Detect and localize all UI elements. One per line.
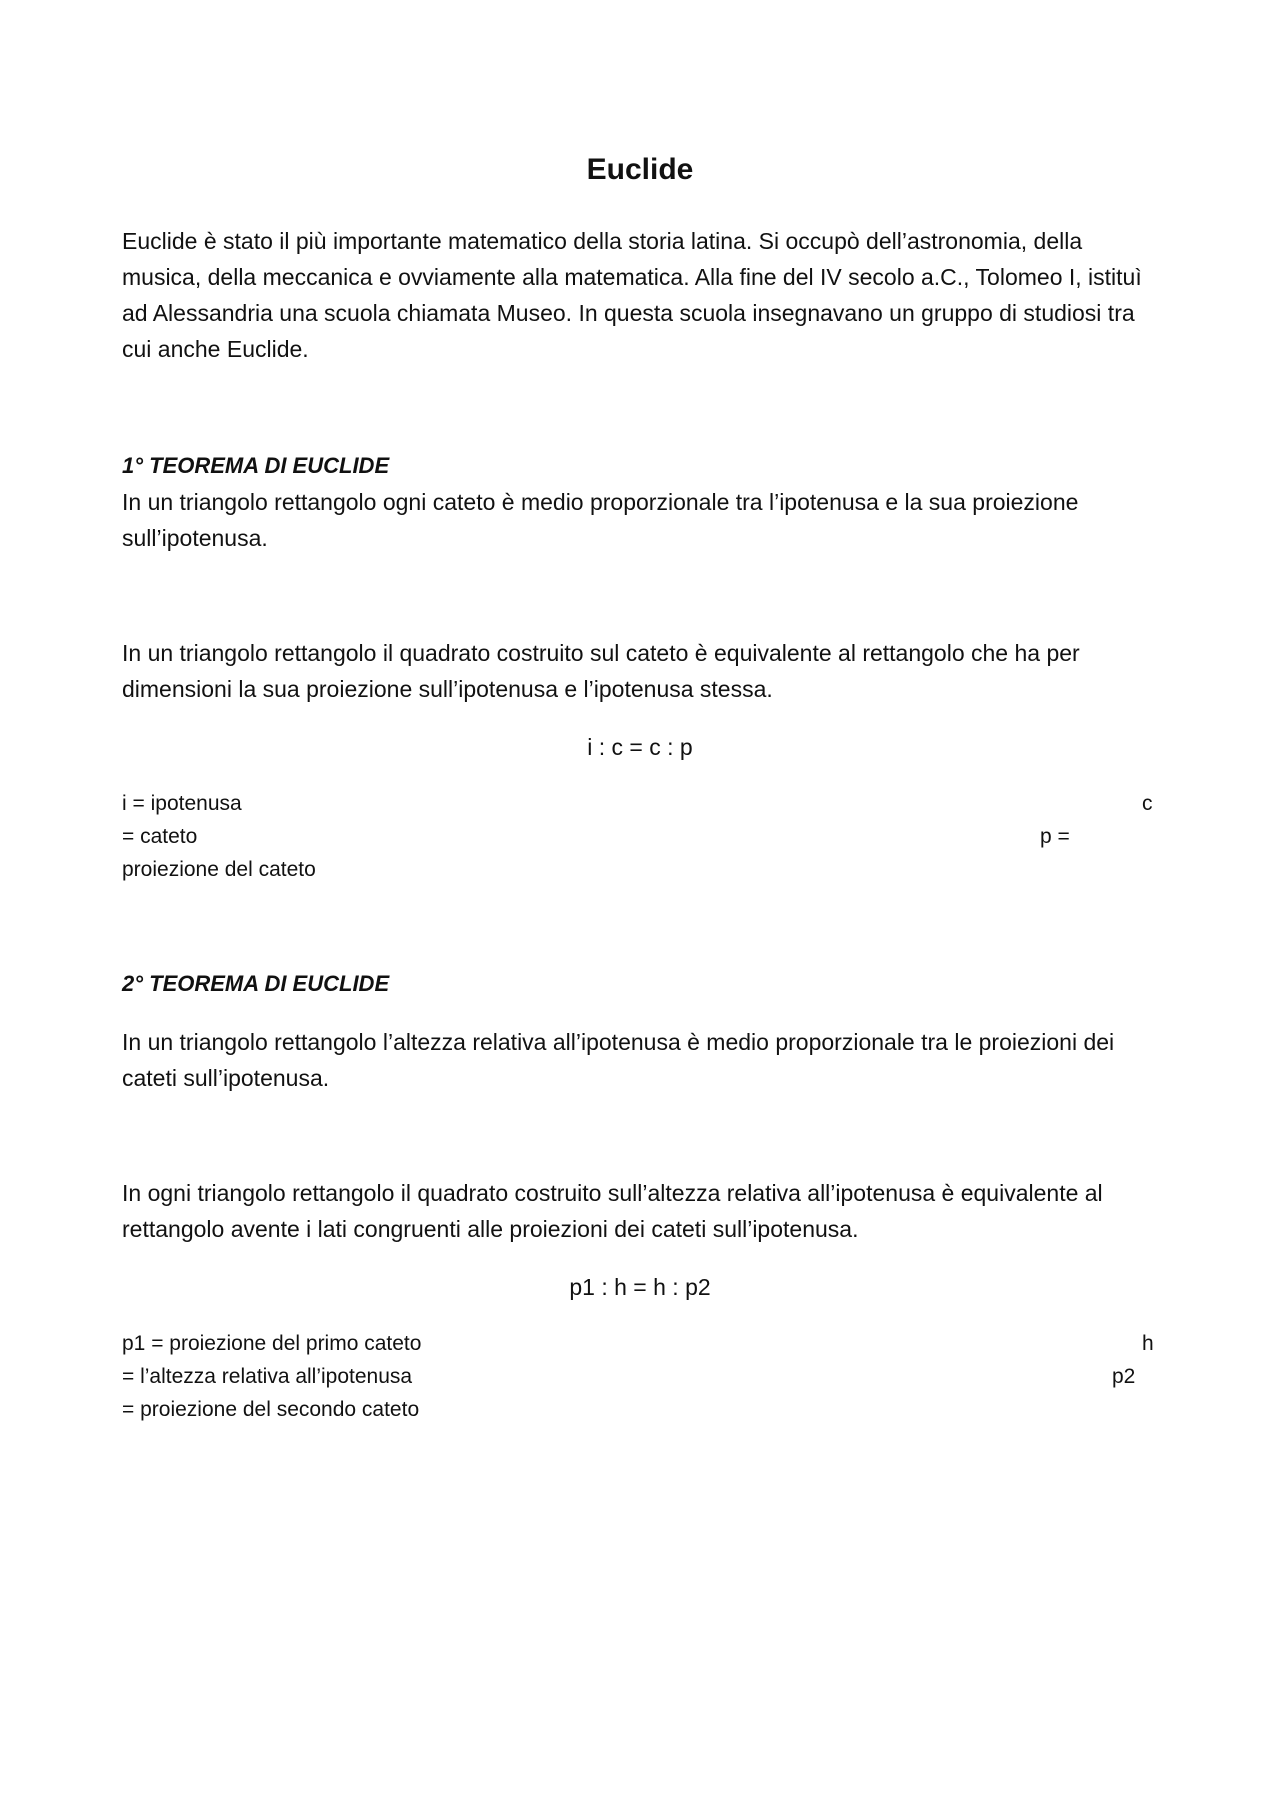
- theorem1-heading: 1° TEOREMA DI EUCLIDE: [122, 453, 390, 478]
- theorem1-legend-line2-right: p =: [1040, 825, 1070, 848]
- theorem2-legend-line3: = proiezione del secondo cateto: [122, 1398, 420, 1421]
- theorem2-legend-line1-right: h: [1142, 1332, 1154, 1355]
- theorem1-formula: i : c = c : p: [587, 734, 693, 760]
- theorem2-equivalent: In ogni triangolo rettangolo il quadrato costruito sull’altezza relativa all’ipotenusa è equivalente al rettangolo avente i lati congruenti alle proiezioni dei cateti sull’ipotenusa.: [122, 1180, 1103, 1242]
- theorem1-equivalent: In un triangolo rettangolo il quadrato costruito sul cateto è equivalente al rettangolo che ha per dimensioni la sua proiezione sull’ipotenusa e l’ipotenusa stessa.: [122, 640, 1080, 702]
- theorem1-statement: In un triangolo rettangolo ogni cateto è medio proporzionale tra l’ipotenusa e la sua proiezione sull’ipotenusa.: [122, 489, 1079, 551]
- theorem1-legend-line2: = cateto: [122, 825, 198, 848]
- document-title: Euclide: [586, 153, 694, 186]
- theorem2-legend-line1: p1 = proiezione del primo cateto: [122, 1332, 422, 1355]
- theorem2-formula: p1 : h = h : p2: [569, 1274, 711, 1300]
- theorem1-legend-line1: i = ipotenusa: [122, 792, 242, 815]
- theorem2-statement: In un triangolo rettangolo l’altezza relativa all’ipotenusa è medio proporzionale tra le proiezioni dei cateti sull’ipotenusa.: [122, 1029, 1115, 1091]
- theorem1-legend-line3: proiezione del cateto: [122, 858, 316, 881]
- theorem1-legend-line1-right: c: [1142, 792, 1153, 815]
- theorem2-legend-line2-right: p2: [1112, 1365, 1136, 1388]
- theorem2-heading: 2° TEOREMA DI EUCLIDE: [122, 971, 390, 996]
- intro-paragraph: Euclide è stato il più importante matematico della storia latina. Si occupò dell’astronomia, della musica, della meccanica e ovviamente alla matematica. Alla fine del IV secolo a.C., Tolomeo I, istituì ad Alessandria una scuola chiamata Museo. In questa scuola insegnavano un gruppo di studiosi tra cui anche Euclide.: [122, 228, 1142, 362]
- theorem2-legend-line2: = l’altezza relativa all’ipotenusa: [122, 1365, 413, 1388]
